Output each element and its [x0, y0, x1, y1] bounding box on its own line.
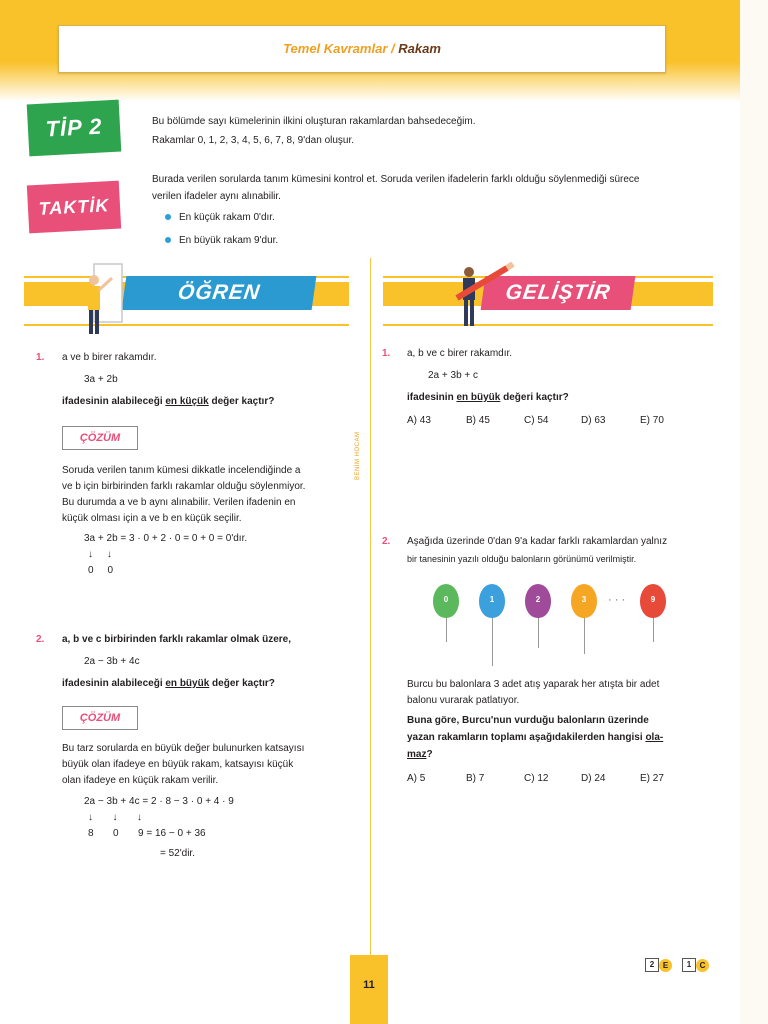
column-divider — [370, 258, 371, 958]
gelistir-q2-option-c[interactable]: C) 12 — [524, 773, 549, 784]
banner-line-bottom — [24, 324, 349, 326]
balloon-2: 2 — [525, 584, 551, 618]
ogren-q1-values: 0 0 — [88, 565, 114, 576]
gelistir-q2-body-2: balonu vurarak patlatıyor. — [407, 695, 520, 706]
question-text: değer kaçtır? — [209, 678, 275, 689]
question-emphasis: maz — [407, 749, 427, 760]
balloon-ellipsis: · · · — [608, 594, 626, 606]
cozum-label: ÇÖZÜM — [62, 426, 138, 450]
balloon-string — [584, 618, 585, 654]
gelistir-q2-question-3 — [407, 747, 433, 763]
question-text: yazan rakamların toplamı aşağıdakilerden hangisi — [407, 732, 646, 743]
balloon-string — [538, 618, 539, 648]
balloon-1: 1 — [479, 584, 505, 618]
ogren-q2-calculation: 2a − 3b + 4c = 2 · 8 − 3 · 0 + 4 · 9 — [84, 796, 234, 807]
gelistir-q1-option-e[interactable]: E) 70 — [640, 415, 664, 426]
gelistir-q2-question-1: Buna göre, Burcu'nun vurduğu balonların üzerinde — [407, 715, 649, 726]
banner-line-bottom — [383, 324, 713, 326]
page-number: 11 — [363, 979, 375, 991]
ogren-q2-expression: 2a − 3b + 4c — [84, 656, 140, 667]
ogren-q1-calculation: 3a + 2b = 3 · 0 + 2 · 0 = 0 + 0 = 0'dır. — [84, 533, 248, 544]
ogren-q1-solution-line-1: Soruda verilen tanım kümesi dikkatle incelendiğinde a — [62, 465, 301, 476]
balloon-0: 0 — [433, 584, 459, 618]
question-text: ifadesinin — [407, 392, 457, 403]
taktik-line-2: verilen ifadeler aynı alınabilir. — [152, 191, 281, 202]
question-text: ifadesinin alabileceği — [62, 678, 166, 689]
gelistir-q1-expression: 2a + 3b + c — [428, 370, 479, 381]
balloon-3: 3 — [571, 584, 597, 618]
ogren-q2-arrows: ↓ ↓ ↓ — [88, 812, 142, 823]
ogren-q2-stem: a, b ve c birbirinden farklı rakamlar olmak üzere, — [62, 634, 291, 645]
bullet-dot-icon — [165, 214, 171, 220]
topic-name: Rakam — [398, 41, 441, 56]
gelistir-q1-option-a[interactable]: A) 43 — [407, 415, 431, 426]
bullet-text: En küçük rakam 0'dır. — [179, 212, 275, 223]
taktik-line-1: Burada verilen sorularda tanım kümesini kontrol et. Soruda verilen ifadelerin farklı olduğu söylenmediği sürece — [152, 174, 640, 185]
ogren-q1-number: 1. — [36, 352, 45, 363]
ogren-q1-stem: a ve b birer rakamdır. — [62, 352, 157, 363]
gelistir-q1-option-d[interactable]: D) 63 — [581, 415, 606, 426]
question-emphasis: en büyük — [456, 392, 501, 403]
answer-key-letter: C — [696, 959, 709, 972]
ogren-q1-arrows: ↓ ↓ — [88, 549, 112, 560]
tip-line-1: Bu bölümde sayı kümelerinin ilkini oluşturan rakamlardan bahsedeceğim. — [152, 116, 476, 127]
answer-key-number: 1 — [682, 958, 696, 972]
gelistir-banner — [383, 276, 713, 310]
page-number-tab — [350, 955, 388, 1024]
gelistir-q2-question-2 — [407, 730, 663, 746]
question-emphasis: en küçük — [165, 396, 209, 407]
gelistir-q2-body-1: Burcu bu balonlara 3 adet atış yaparak her atışta bir adet — [407, 679, 660, 690]
answer-key-number: 2 — [645, 958, 659, 972]
question-text: değer kaçtır? — [208, 396, 275, 407]
ogren-title: ÖĞREN — [122, 276, 317, 310]
ogren-q1-solution-line-4: küçük olması için a ve b en küçük seçilir. — [62, 513, 242, 524]
gelistir-q1-question — [407, 390, 569, 406]
taktik-tag: TAKTİK — [27, 181, 121, 234]
ogren-banner — [24, 276, 349, 310]
tip-line-2: Rakamlar 0, 1, 2, 3, 4, 5, 6, 7, 8, 9'dan oluşur. — [152, 135, 355, 146]
tip-tag: TİP 2 — [27, 100, 122, 157]
gelistir-q1-stem: a, b ve c birer rakamdır. — [407, 348, 513, 359]
ogren-q2-solution-line-1: Bu tarz sorularda en büyük değer bulunurken katsayısı — [62, 743, 305, 754]
section-name: Temel Kavramlar — [283, 41, 388, 56]
balloon-string — [492, 618, 493, 666]
ogren-q2-question — [62, 676, 275, 692]
gelistir-q2-number: 2. — [382, 536, 391, 547]
right-margin — [740, 0, 768, 1024]
teacher-figure-icon — [80, 262, 130, 338]
gelistir-q2-option-d[interactable]: D) 24 — [581, 773, 606, 784]
gelistir-title: GELİŞTİR — [481, 276, 636, 310]
bullet-dot-icon — [165, 237, 171, 243]
chapter-title — [59, 41, 665, 56]
answer-key-letter: E — [659, 959, 672, 972]
student-pencil-icon — [455, 262, 515, 334]
question-text: değeri kaçtır? — [500, 392, 569, 403]
answer-key-1 — [645, 958, 672, 972]
cozum-label: ÇÖZÜM — [62, 706, 138, 730]
side-label: BENİM HOCAM — [355, 431, 361, 480]
chapter-header — [58, 25, 666, 73]
ogren-q2-result: = 52'dir. — [160, 848, 195, 859]
balloon-string — [653, 618, 654, 642]
question-emphasis: ola- — [645, 732, 664, 743]
gelistir-q2-stem-2: bir tanesinin yazılı olduğu balonların görünümü verilmiştir. — [407, 554, 637, 564]
ogren-q1-solution-line-3: Bu durumda a ve b aynı alınabilir. Verilen ifadenin en — [62, 497, 296, 508]
gelistir-q2-option-b[interactable]: B) 7 — [466, 773, 485, 784]
gelistir-q2-option-e[interactable]: E) 27 — [640, 773, 664, 784]
gelistir-q1-number: 1. — [382, 348, 391, 359]
gelistir-q2-option-a[interactable]: A) 5 — [407, 773, 426, 784]
answer-key-2 — [682, 958, 709, 972]
question-text: ifadesinin alabileceği — [62, 396, 166, 407]
question-emphasis: en büyük — [165, 678, 210, 689]
ogren-q2-solution-line-3: olan ifadeye en küçük rakam verilir. — [62, 775, 219, 786]
ogren-q1-question — [62, 394, 274, 410]
balloon-string — [446, 618, 447, 642]
ogren-q1-solution-line-2: ve b için birbirinden farklı rakamlar olduğu söylenmiyor. — [62, 481, 306, 492]
ogren-q1-expression: 3a + 2b — [84, 374, 118, 385]
ogren-q2-solution-line-2: büyük olan ifadeye en büyük rakam, katsayısı küçük — [62, 759, 294, 770]
question-text: ? — [426, 749, 433, 760]
title-slash: / — [391, 41, 395, 56]
gelistir-q1-option-b[interactable]: B) 45 — [466, 415, 490, 426]
gelistir-q1-option-c[interactable]: C) 54 — [524, 415, 549, 426]
taktik-bullet-2 — [165, 234, 278, 248]
gelistir-q2-stem-1: Aşağıda üzerinde 0'dan 9'a kadar farklı rakamlardan yalnız — [407, 536, 668, 547]
ogren-q2-number: 2. — [36, 634, 45, 645]
taktik-bullet-1 — [165, 211, 275, 225]
bullet-text: En büyük rakam 9'dur. — [179, 235, 279, 246]
balloon-9: 9 — [640, 584, 666, 618]
ogren-q2-values: 8 0 9 = 16 − 0 + 36 — [88, 828, 206, 839]
